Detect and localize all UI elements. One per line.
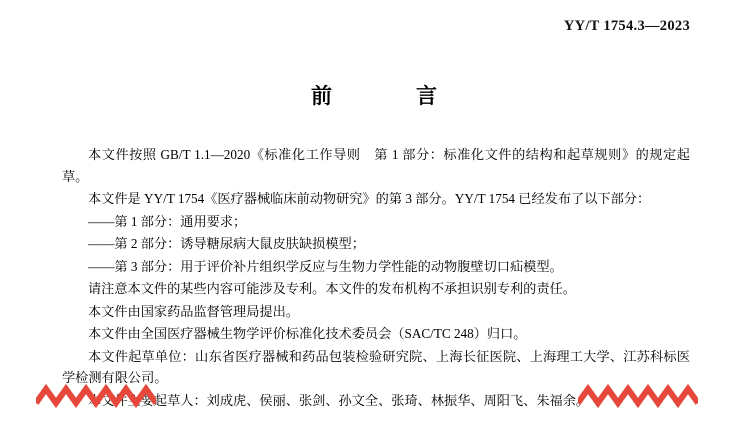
paragraph: 本文件按照 GB/T 1.1—2020《标准化工作导则 第 1 部分：标准化文件的结构和起草规则》的规定起草。 <box>62 147 690 184</box>
paragraph-part-item: ——第 3 部分：用于评价补片组织学反应与生物力学性能的动物腹壁切口疝模型。 <box>88 258 563 274</box>
paragraph: 请注意本文件的某些内容可能涉及专利。本文件的发布机构不承担识别专利的责任。 <box>88 281 576 296</box>
page-title: 前 言 <box>311 84 451 108</box>
paragraph: 本文件由全国医疗器械生物学评价标准化技术委员会（SAC/TC 248）归口。 <box>88 326 527 341</box>
foreword-body <box>62 144 690 412</box>
paragraph: 本文件主要起草人：刘成虎、侯丽、张剑、孙文全、张琦、林振华、周阳飞、朱福余。 <box>88 392 590 408</box>
page-header-standard-number: YY/T 1754.3—2023 <box>563 18 690 34</box>
paragraph: 本文件是 YY/T 1754《医疗器械临床前动物研究》的第 3 部分。YY/T 1754 已经发布了以下部分： <box>88 191 651 206</box>
paragraph-part-item: ——第 2 部分：诱导糖尿病大鼠皮肤缺损模型； <box>88 236 365 251</box>
paragraph: 本文件由国家药品监督管理局提出。 <box>88 303 299 319</box>
paragraph: 本文件起草单位：山东省医疗器械和药品包装检验研究院、上海长征医院、上海理工大学、江苏科标医学检测有限公司。 <box>62 348 690 385</box>
paragraph-part-item: ——第 1 部分：通用要求； <box>88 213 247 229</box>
